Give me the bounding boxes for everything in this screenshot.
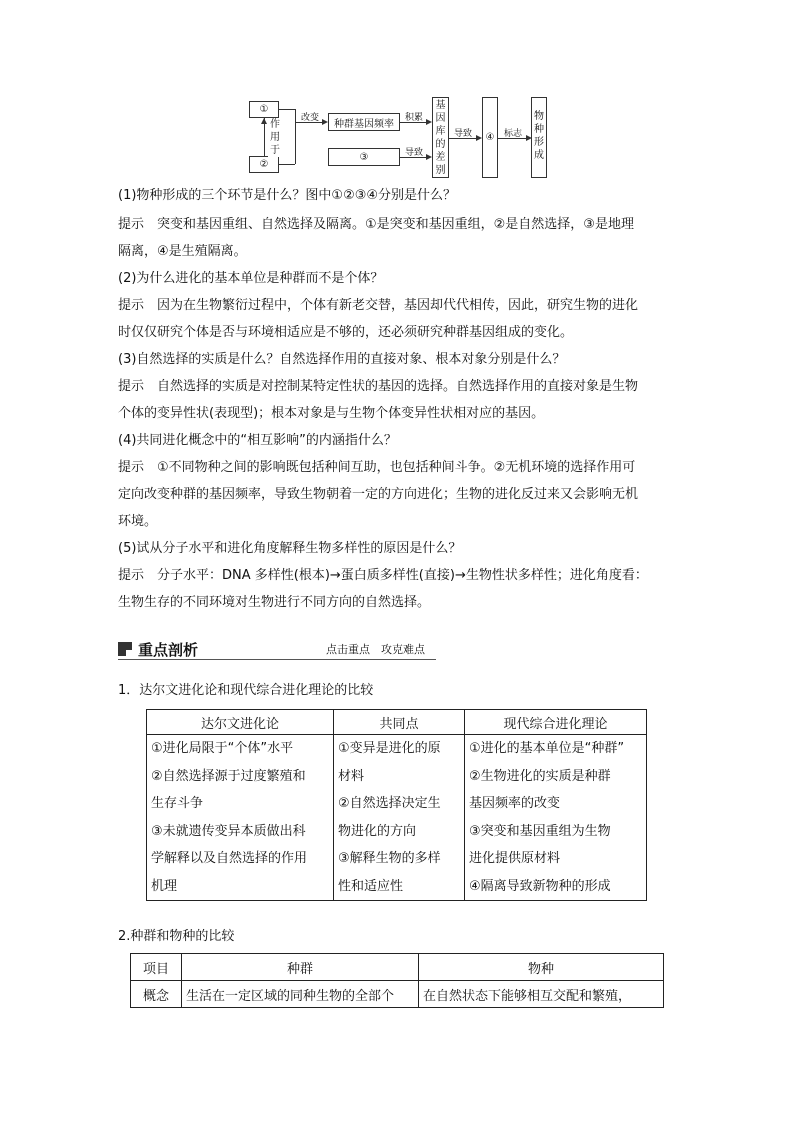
cell-line: 机理 — [151, 878, 178, 894]
cell-line: 生存斗争 — [151, 796, 204, 811]
gene-pool-char: 的 — [435, 139, 446, 150]
gene-pool-char: 差 — [435, 152, 446, 163]
cell-line: 物进化的方向 — [338, 823, 417, 839]
answer-line: 提示 自然选择的实质是对控制某特定性状的基因的选择。自然选择作用的直接对象是生物 — [118, 379, 639, 394]
table-header: 达尔文进化论 — [147, 710, 334, 735]
darwin-vs-modern-table — [146, 709, 647, 901]
table-header: 现代综合进化理论 — [465, 710, 647, 735]
question-4: (4)共同进化概念中的“相互影响”的内涵指什么？ — [118, 433, 397, 448]
answer-line: 定向改变种群的基因频率，导致生物朝着一定的方向进化；生物的进化反过来又会影响无机 — [118, 487, 639, 502]
table-header: 物种 — [419, 954, 664, 981]
diagram-box-2: ② — [249, 156, 279, 173]
table2-heading: 2.种群和物种的比较 — [118, 929, 235, 944]
cell-line: ①进化的基本单位是“种群” — [469, 741, 625, 756]
section-subtitle: 点击重点 攻克难点 — [326, 643, 425, 656]
section-underline — [118, 659, 436, 660]
cell-line: 基因频率的改变 — [469, 796, 561, 811]
cell-line: ③解释生物的多样 — [338, 851, 441, 866]
evolution-flow-diagram — [0, 0, 794, 185]
lead-label-1: 导致 — [405, 148, 424, 158]
diagram-box-3: ③ — [328, 148, 400, 166]
answer-line: 时仅仅研究个体是否与环境相适应是不够的，还必须研究种群基因组成的变化。 — [118, 325, 574, 340]
species-char: 种 — [534, 124, 544, 135]
table-header: 项目 — [131, 954, 182, 981]
section-square-icon — [118, 642, 132, 656]
answer-line: 隔离，④是生殖隔离。 — [118, 244, 247, 259]
accumulate-label: 积累 — [405, 113, 424, 123]
answer-line: 提示 突变和基因重组、自然选择及隔离。①是突变和基因重组，②是自然选择，③是地理 — [118, 217, 634, 232]
gene-frequency-box: 种群基因频率 — [328, 113, 400, 131]
gene-pool-difference-box — [432, 97, 449, 178]
acts-on-char: 用 — [270, 132, 280, 143]
question-3: (3)自然选择的实质是什么？自然选择作用的直接对象、根本对象分别是什么？ — [118, 352, 566, 367]
cell-line: 进化提供原材料 — [469, 851, 561, 866]
cell-line: 学解释以及自然选择的作用 — [151, 851, 308, 866]
diagram-box-4: ④ — [482, 97, 498, 178]
table-cell: 生活在一定区域的同种生物的全部个 — [182, 981, 419, 1008]
diagram-connector — [295, 109, 296, 164]
cell-line: ③未就遗传变异本质做出科 — [151, 823, 306, 839]
gene-pool-char: 基 — [435, 100, 446, 111]
cell-line: ②生物进化的实质是种群 — [469, 768, 611, 784]
species-formation-box — [531, 97, 547, 178]
cell-line: ①变异是进化的原 — [338, 741, 441, 756]
species-char: 形 — [534, 137, 544, 148]
question-5: (5)试从分子水平和进化角度解释生物多样性的原因是什么？ — [118, 541, 462, 556]
cell-line: 材料 — [338, 768, 365, 784]
diagram-connector — [279, 109, 295, 110]
gene-pool-char: 因 — [435, 113, 446, 124]
gene-pool-char: 库 — [435, 126, 446, 137]
table-cell — [334, 735, 465, 901]
cell-line: ②自然选择源于过度繁殖和 — [151, 768, 306, 784]
question-1: (1)物种形成的三个环节是什么？图中①②③④分别是什么？ — [118, 188, 457, 203]
cell-line: ①进化局限于“个体”水平 — [151, 741, 294, 756]
question-2: (2)为什么进化的基本单位是种群而不是个体？ — [118, 271, 384, 286]
table1-heading: 1．达尔文进化论和现代综合进化理论的比较 — [118, 683, 374, 698]
section-header — [118, 638, 438, 662]
species-char: 成 — [534, 150, 544, 161]
marker-label: 标志 — [504, 129, 523, 139]
cell-line: 性和适应性 — [338, 878, 404, 894]
lead-label-2: 导致 — [454, 129, 473, 139]
diagram-box-1: ① — [249, 101, 279, 118]
diagram-arrow — [261, 118, 267, 124]
cell-line: ④隔离导致新物种的形成 — [469, 878, 611, 894]
table-cell: 在自然状态下能够相互交配和繁殖， — [419, 981, 664, 1008]
answer-line: 个体的变异性状(表现型)；根本对象是与生物个体变异性状相对应的基因。 — [118, 406, 545, 421]
gene-pool-char: 别 — [435, 165, 446, 176]
table-header: 种群 — [182, 954, 419, 981]
answer-line: 生物生存的不同环境对生物进行不同方向的自然选择。 — [118, 595, 431, 610]
answer-line: 提示 分子水平：DNA 多样性(根本)→蛋白质多样性(直接)→生物性状多样性；进化角度看： — [118, 568, 648, 583]
change-label: 改变 — [301, 113, 320, 123]
acts-on-char: 作 — [270, 119, 280, 130]
answer-line: 提示 因为在生物繁衍过程中，个体有新老交替，基因却代代相传，因此，研究生物的进化 — [118, 298, 639, 313]
cell-line: ③突变和基因重组为生物 — [469, 823, 611, 839]
table-header: 共同点 — [334, 710, 465, 735]
diagram-connector — [279, 164, 295, 165]
answer-line: 环境。 — [118, 514, 158, 529]
table-cell — [465, 735, 647, 901]
table-cell — [147, 735, 334, 901]
section-title: 重点剖析 — [138, 641, 199, 659]
acts-on-char: 于 — [270, 145, 280, 156]
cell-line: ②自然选择决定生 — [338, 796, 441, 811]
table-cell: 概念 — [131, 981, 182, 1008]
population-vs-species-table — [130, 953, 664, 1008]
diagram-acts-on-label — [268, 118, 282, 157]
answer-line: 提示 ①不同物种之间的影响既包括种间互助，也包括种间斗争。②无机环境的选择作用可 — [118, 460, 636, 475]
species-char: 物 — [534, 111, 544, 122]
